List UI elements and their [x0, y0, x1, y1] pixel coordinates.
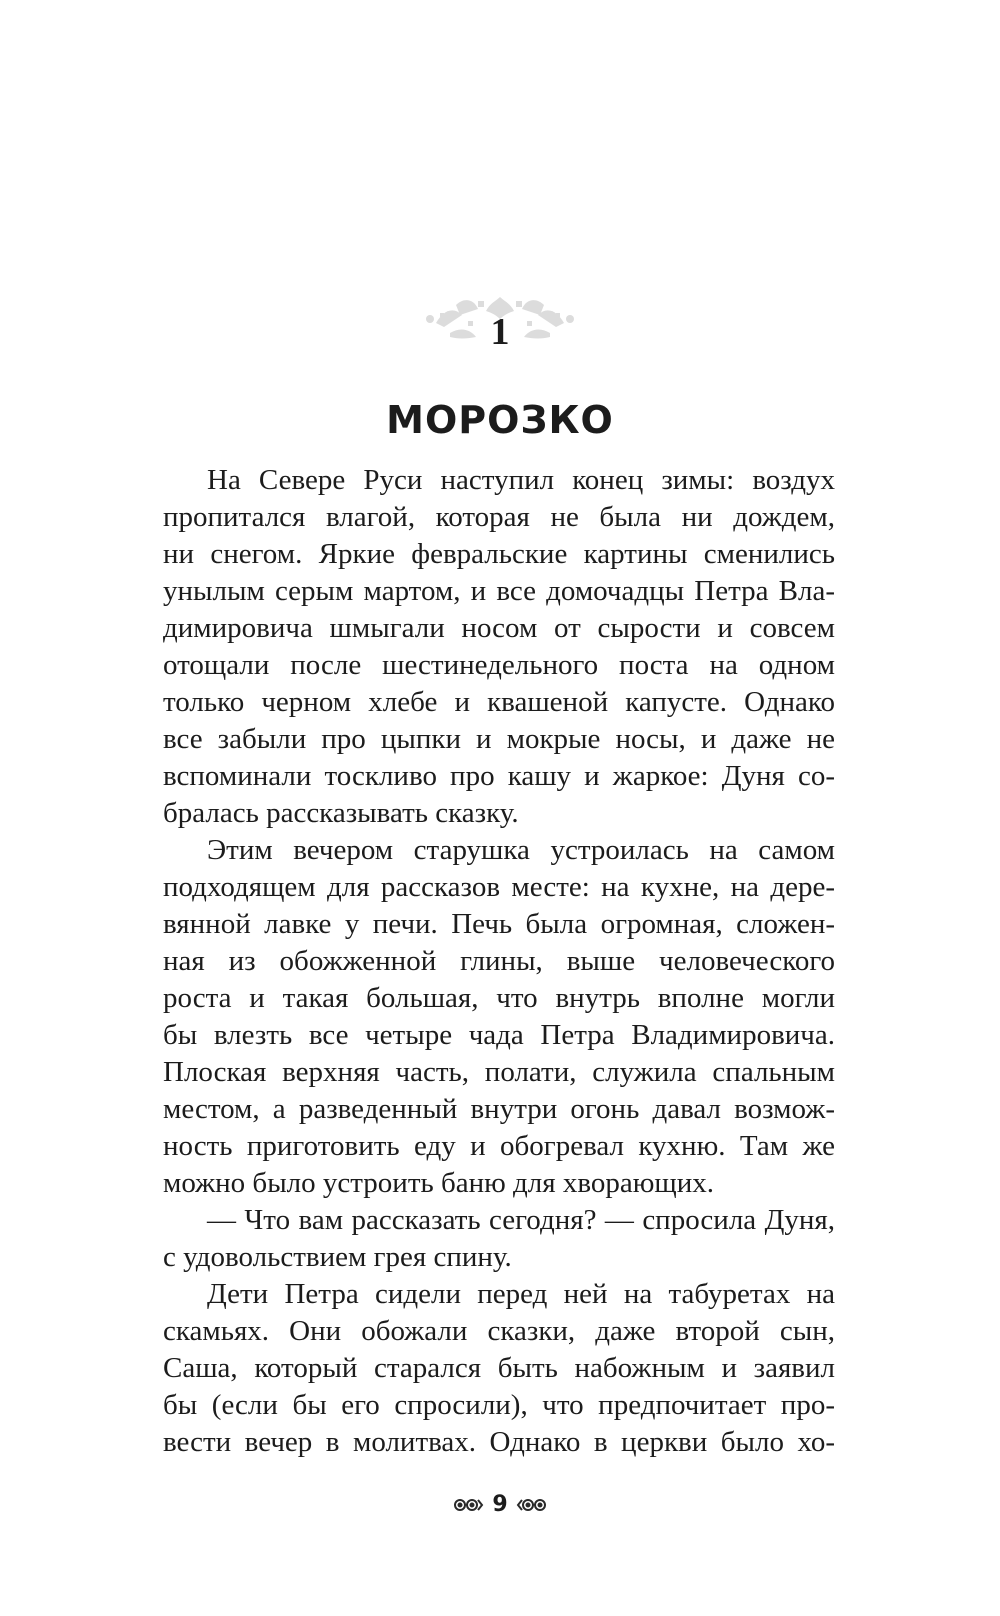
- text-line: подходящем для рассказов месте: на кухне, на дере-: [163, 871, 835, 903]
- text-line: местом, а разведенный внутри огонь давал возмож-: [163, 1093, 835, 1125]
- text-line: — Что вам рассказать сегодня? — спросила Дуня,: [207, 1204, 835, 1236]
- text-line: ни снегом. Яркие февральские картины сменились: [163, 538, 835, 570]
- text-line: Саша, который старался быть набожным и заявил: [163, 1352, 835, 1384]
- page-number: 9: [492, 1492, 508, 1517]
- text-line: Дети Петра сидели перед ней на табуретах на: [207, 1278, 835, 1310]
- text-line: отощали после шестинедельного поста на одном: [163, 649, 835, 681]
- text-line: унылым серым мартом, и все домочадцы Петра Вла-: [163, 575, 835, 607]
- text-line: Этим вечером старушка устроилась на самом: [207, 834, 835, 866]
- paragraph: [163, 462, 835, 832]
- text-line: бралась рассказывать сказку.: [163, 797, 519, 829]
- text-line: вянной лавке у печи. Печь была огромная, сложен-: [163, 908, 835, 940]
- text-line: вспоминали тоскливо про кашу и жаркое: Дуня со-: [163, 760, 835, 792]
- paragraph: [163, 1276, 835, 1461]
- text-line: димировича шмыгали носом от сырости и совсем: [163, 612, 835, 644]
- text-line: бы (если бы его спросили), что предпочитает про-: [163, 1389, 835, 1421]
- chapter-title: МОРОЗКО: [386, 398, 614, 442]
- footer-ornament-right-icon: [516, 1494, 548, 1516]
- body-text: [163, 462, 835, 1461]
- footer-ornament-left-icon: [452, 1494, 484, 1516]
- text-line: только черном хлебе и квашеной капусте. Однако: [163, 686, 835, 718]
- page-footer: [0, 1492, 1000, 1518]
- text-line: пропитался влагой, которая не была ни дождем,: [163, 501, 835, 533]
- chapter-number: 1: [490, 311, 510, 353]
- text-line: На Севере Руси наступил конец зимы: воздух: [207, 464, 835, 496]
- text-line: вести вечер в молитвах. Однако в церкви было хо-: [163, 1426, 835, 1458]
- text-line: Плоская верхняя часть, полати, служила спальным: [163, 1056, 835, 1088]
- text-line: бы влезть все четыре чада Петра Владимировича.: [163, 1019, 835, 1051]
- text-line: с удовольствием грея спину.: [163, 1241, 512, 1273]
- text-line: ная из обожженной глины, выше человеческого: [163, 945, 835, 977]
- text-line: ность приготовить еду и обогревал кухню. Там же: [163, 1130, 835, 1162]
- paragraph: [163, 1202, 835, 1276]
- text-line: роста и такая большая, что внутрь вполне могли: [163, 982, 835, 1014]
- text-line: можно было устроить баню для хворающих.: [163, 1167, 714, 1199]
- text-line: все забыли про цыпки и мокрые носы, и даже не: [163, 723, 835, 755]
- paragraph: [163, 832, 835, 1202]
- text-line: скамьях. Они обожали сказки, даже второй сын,: [163, 1315, 835, 1347]
